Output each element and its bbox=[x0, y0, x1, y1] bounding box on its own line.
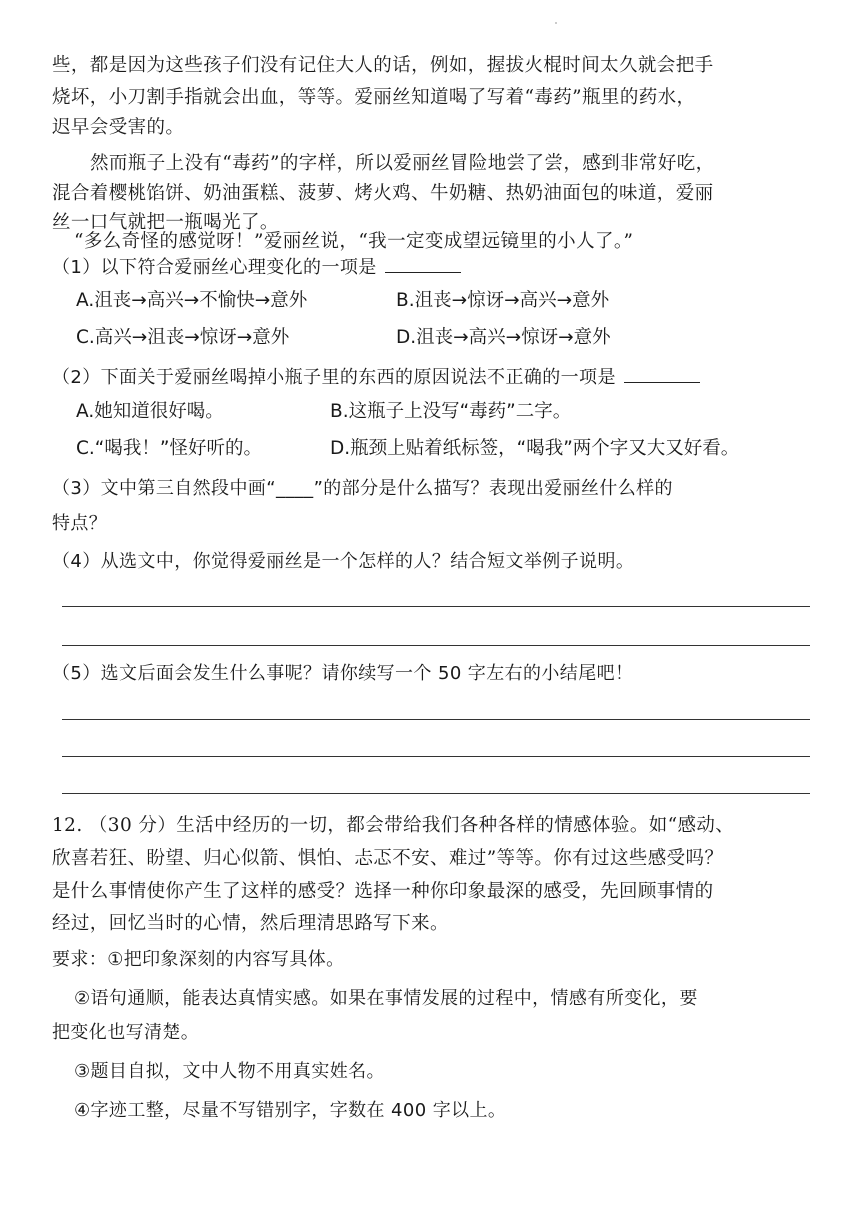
answer-blank[interactable] bbox=[624, 364, 700, 383]
composition-line: 是什么事情使你产生了这样的感受？选择一种你印象最深的感受，先回顾事情的 bbox=[52, 881, 714, 902]
option-a: A.沮丧→高兴→不愉快→意外 bbox=[76, 290, 308, 311]
passage-line: 些，都是因为这些孩子们没有记住大人的话，例如，握拔火棍时间太久就会把手 bbox=[52, 55, 714, 76]
question-1 bbox=[52, 254, 461, 282]
answer-line[interactable] bbox=[62, 645, 810, 646]
requirement-2-cont: 把变化也写清楚。 bbox=[52, 1022, 200, 1043]
question-3-line: （3）文中第三自然段中画“____”的部分是什么描写？表现出爱丽丝什么样的 bbox=[52, 478, 673, 499]
question-2-stem: （2）下面关于爱丽丝喝掉小瓶子里的东西的原因说法不正确的一项是 bbox=[52, 367, 616, 388]
passage-line: 混合着樱桃馅饼、奶油蛋糕、菠萝、烤火鸡、牛奶糖、热奶油面包的味道，爱丽 bbox=[52, 183, 714, 204]
composition-line: 12. （30 分）生活中经历的一切，都会带给我们各种各样的情感体验。如“感动、 bbox=[52, 815, 735, 836]
option-b: B.沮丧→惊讶→高兴→意外 bbox=[396, 290, 610, 311]
option-d: D.沮丧→高兴→惊讶→意外 bbox=[396, 327, 611, 348]
question-4-stem: （4）从选文中，你觉得爱丽丝是一个怎样的人？结合短文举例子说明。 bbox=[52, 551, 635, 572]
answer-line[interactable] bbox=[62, 606, 810, 607]
passage-line: 烧坏，小刀割手指就会出血，等等。爱丽丝知道喝了写着“毒药”瓶里的药水， bbox=[52, 87, 696, 108]
requirement-3: ③题目自拟，文中人物不用真实姓名。 bbox=[74, 1061, 385, 1082]
question-1-stem: （1）以下符合爱丽丝心理变化的一项是 bbox=[52, 257, 377, 278]
passage-line: 丝一口气就把一瓶喝光了。 bbox=[52, 212, 279, 233]
requirement-1: 要求：①把印象深刻的内容写具体。 bbox=[52, 949, 345, 970]
passage-line: 迟早会受害的。 bbox=[52, 117, 185, 138]
composition-line: 欣喜若狂、盼望、归心似箭、惧怕、忐忑不安、难过”等等。你有过这些感受吗？ bbox=[52, 848, 724, 869]
answer-blank[interactable] bbox=[385, 254, 461, 273]
answer-line[interactable] bbox=[62, 719, 810, 720]
option-d: D.瓶颈上贴着纸标签，“喝我”两个字又大又好看。 bbox=[330, 438, 740, 459]
question-3-line: 特点？ bbox=[52, 513, 108, 534]
answer-line[interactable] bbox=[62, 756, 810, 757]
option-c: C.“喝我！”怪好听的。 bbox=[76, 438, 262, 459]
answer-line[interactable] bbox=[62, 793, 810, 794]
option-b: B.这瓶子上没写“毒药”二字。 bbox=[330, 401, 572, 422]
question-5-stem: （5）选文后面会发生什么事呢？请你续写一个 50 字左右的小结尾吧！ bbox=[52, 663, 634, 684]
requirement-2: ②语句通顺，能表达真情实感。如果在事情发展的过程中，情感有所变化，要 bbox=[74, 988, 698, 1009]
scan-speck bbox=[555, 22, 557, 24]
option-a: A.她知道很好喝。 bbox=[76, 401, 224, 422]
passage-line: 然而瓶子上没有“毒药”的字样，所以爱丽丝冒险地尝了尝，感到非常好吃， bbox=[90, 153, 715, 174]
option-c: C.高兴→沮丧→惊讶→意外 bbox=[76, 327, 290, 348]
passage-line: “多么奇怪的感觉呀！”爱丽丝说，“我一定变成望远镜里的小人了。” bbox=[74, 231, 634, 252]
composition-line: 经过，回忆当时的心情，然后理清思路写下来。 bbox=[52, 913, 449, 934]
question-2 bbox=[52, 364, 700, 392]
requirement-4: ④字迹工整，尽量不写错别字，字数在 400 字以上。 bbox=[74, 1100, 507, 1121]
